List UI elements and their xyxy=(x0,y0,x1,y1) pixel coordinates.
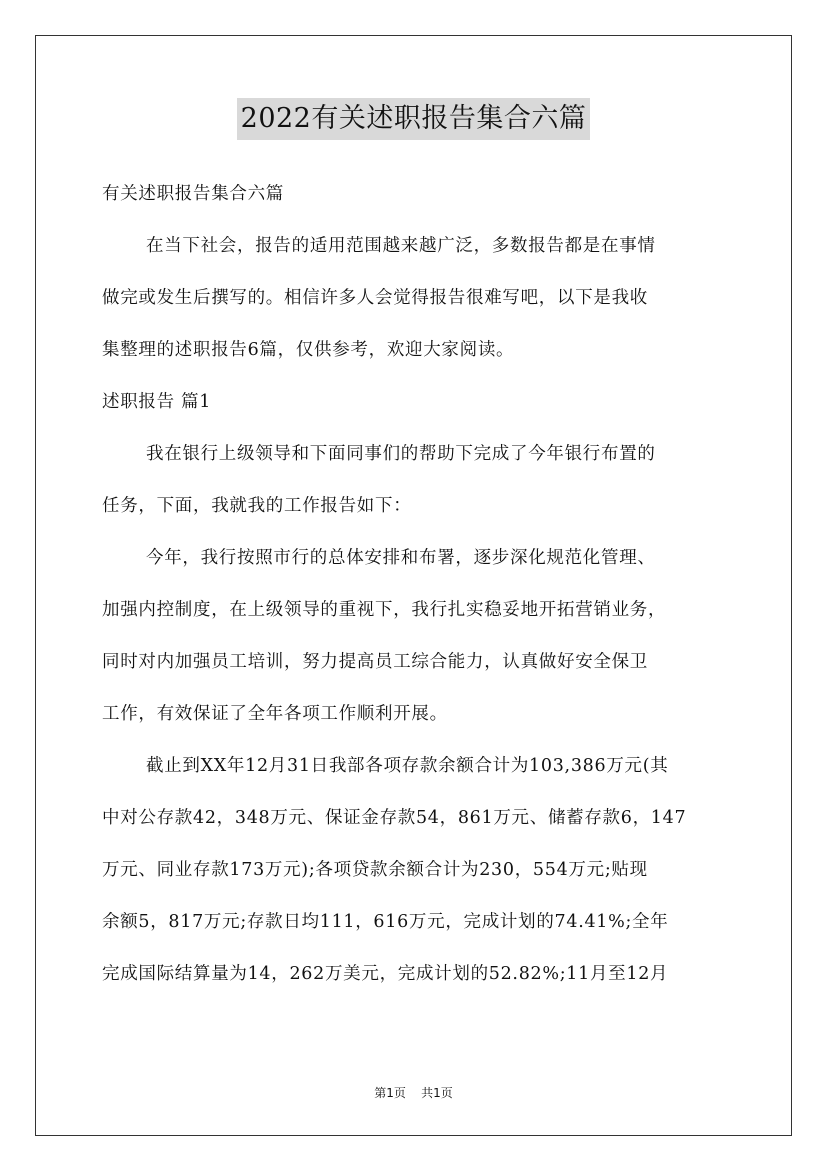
document-title: 2022有关述职报告集合六篇 xyxy=(237,98,591,140)
text-line: 万元、同业存款173万元);各项贷款余额合计为230，554万元;贴现 xyxy=(102,860,648,880)
text-line: 工作，有效保证了全年各项工作顺利开展。 xyxy=(102,704,448,724)
text-line: 做完或发生后撰写的。相信许多人会觉得报告很难写吧，以下是我收 xyxy=(102,288,648,308)
text-line: 述职报告 篇1 xyxy=(102,392,212,412)
text-line: 完成国际结算量为14，262万美元，完成计划的52.82%;11月至12月 xyxy=(102,964,669,984)
text-line: 截止到XX年12月31日我部各项存款余额合计为103,386万元(其 xyxy=(146,756,669,776)
text-line: 中对公存款42，348万元、保证金存款54，861万元、储蓄存款6，147 xyxy=(102,808,687,828)
document-body xyxy=(102,172,732,1004)
text-line: 加强内控制度，在上级领导的重视下，我行扎实稳妥地开拓营销业务， xyxy=(102,600,667,620)
title-container xyxy=(0,98,827,140)
text-line: 任务，下面，我就我的工作报告如下： xyxy=(102,496,412,516)
page-footer xyxy=(0,1084,827,1101)
text-line: 我在银行上级领导和下面同事们的帮助下完成了今年银行布置的 xyxy=(146,444,656,464)
text-line: 同时对内加强员工培训，努力提高员工综合能力，认真做好安全保卫 xyxy=(102,652,648,672)
text-line: 在当下社会，报告的适用范围越来越广泛，多数报告都是在事情 xyxy=(146,236,656,256)
page-number: 第1页 xyxy=(374,1086,406,1100)
text-line: 集整理的述职报告6篇，仅供参考，欢迎大家阅读。 xyxy=(102,340,515,360)
text-line: 今年，我行按照市行的总体安排和布署，逐步深化规范化管理、 xyxy=(146,548,656,568)
text-line: 有关述职报告集合六篇 xyxy=(102,184,284,204)
text-line: 余额5，817万元;存款日均111，616万元，完成计划的74.41%;全年 xyxy=(102,912,669,932)
page-total: 共1页 xyxy=(421,1086,453,1100)
